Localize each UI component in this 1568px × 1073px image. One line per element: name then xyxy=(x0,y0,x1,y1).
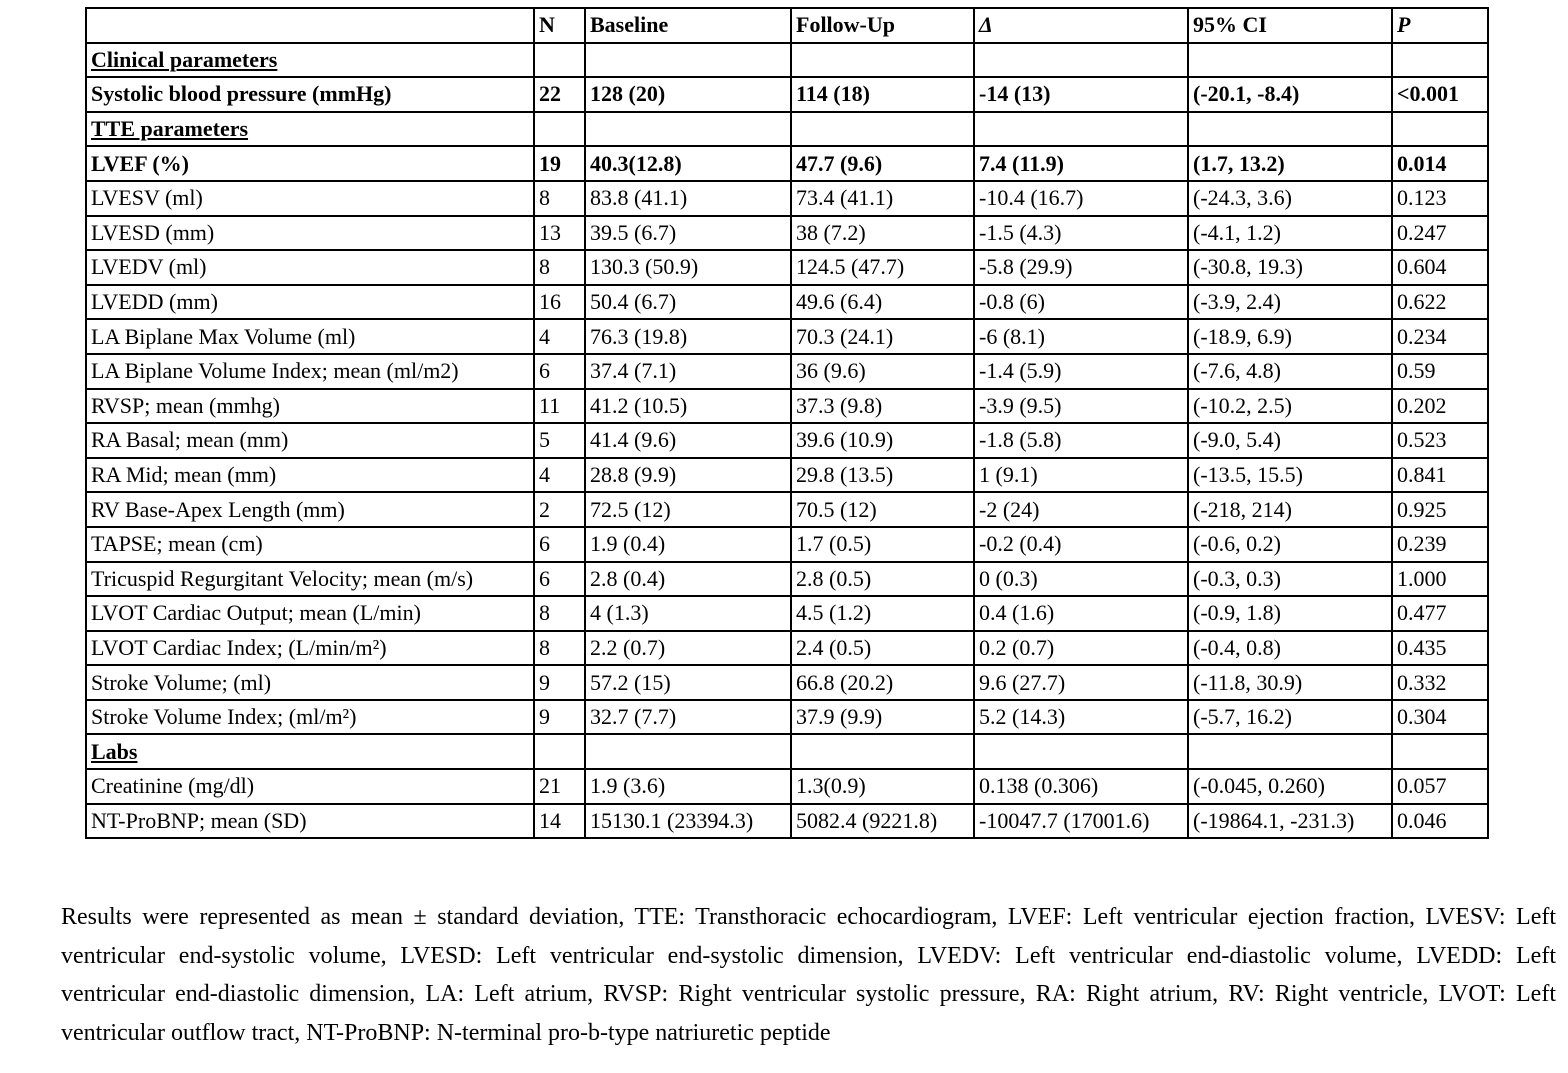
cell-ci: (-10.2, 2.5) xyxy=(1188,389,1392,424)
cell-n: 13 xyxy=(534,216,585,251)
cell-parameter: RA Basal; mean (mm) xyxy=(86,423,534,458)
cell-follow-up: 2.8 (0.5) xyxy=(791,562,974,597)
section-row xyxy=(86,734,1488,769)
cell-n: 8 xyxy=(534,631,585,666)
cell-delta: 0.138 (0.306) xyxy=(974,769,1188,804)
cell-parameter: Stroke Volume Index; (ml/m²) xyxy=(86,700,534,735)
cell-baseline: 128 (20) xyxy=(585,77,791,112)
table-footnote: Results were represented as mean ± standard deviation, TTE: Transthoracic echocardiogram, LVEF: Left ventricular ejection fraction, LVESV: Left ventricular end-systolic volume, LVESD: Left ventricular end-systolic dimension, LVEDV: Left ventricular end-diastolic volume, LVEDD: Left ventricular end-diastolic dimension, LA: Left atrium, RVSP: Right ventricular systolic pressure, RA: Right atrium, RV: Right ventricle, LVOT: Left ventricular outflow tract, NT-ProBNP: N-terminal pro-b-type natriuretic peptide xyxy=(61,904,1556,1047)
cell-parameter: LVEF (%) xyxy=(86,146,534,181)
cell-parameter: NT-ProBNP; mean (SD) xyxy=(86,804,534,839)
cell-delta: -14 (13) xyxy=(974,77,1188,112)
cell-baseline: 4 (1.3) xyxy=(585,596,791,631)
cell-p-value: 0.925 xyxy=(1392,492,1488,527)
cell-p-value: 0.239 xyxy=(1392,527,1488,562)
cell-ci: (-9.0, 5.4) xyxy=(1188,423,1392,458)
cell-delta: 0.4 (1.6) xyxy=(974,596,1188,631)
empty-cell xyxy=(534,112,585,147)
cell-baseline: 1.9 (3.6) xyxy=(585,769,791,804)
cell-n: 6 xyxy=(534,354,585,389)
cell-ci: (-13.5, 15.5) xyxy=(1188,458,1392,493)
cell-delta: -0.8 (6) xyxy=(974,285,1188,320)
cell-delta: -1.4 (5.9) xyxy=(974,354,1188,389)
empty-cell xyxy=(1188,112,1392,147)
cell-baseline: 50.4 (6.7) xyxy=(585,285,791,320)
cell-ci: (-24.3, 3.6) xyxy=(1188,181,1392,216)
cell-follow-up: 124.5 (47.7) xyxy=(791,250,974,285)
cell-ci: (-30.8, 19.3) xyxy=(1188,250,1392,285)
table-row xyxy=(86,181,1488,216)
cell-p-value: 0.123 xyxy=(1392,181,1488,216)
header-ci: 95% CI xyxy=(1188,8,1392,43)
cell-ci: (-11.8, 30.9) xyxy=(1188,665,1392,700)
cell-p-value: 0.523 xyxy=(1392,423,1488,458)
cell-follow-up: 47.7 (9.6) xyxy=(791,146,974,181)
cell-baseline: 40.3(12.8) xyxy=(585,146,791,181)
cell-follow-up: 29.8 (13.5) xyxy=(791,458,974,493)
cell-parameter: LVESD (mm) xyxy=(86,216,534,251)
cell-baseline: 2.8 (0.4) xyxy=(585,562,791,597)
cell-p-value: 0.841 xyxy=(1392,458,1488,493)
cell-parameter: Systolic blood pressure (mmHg) xyxy=(86,77,534,112)
header-n: N xyxy=(534,8,585,43)
cell-p-value: 0.435 xyxy=(1392,631,1488,666)
cell-n: 11 xyxy=(534,389,585,424)
header-follow-up: Follow-Up xyxy=(791,8,974,43)
cell-follow-up: 37.9 (9.9) xyxy=(791,700,974,735)
cell-ci: (-3.9, 2.4) xyxy=(1188,285,1392,320)
cell-follow-up: 36 (9.6) xyxy=(791,354,974,389)
table-row xyxy=(86,665,1488,700)
cell-p-value: 0.046 xyxy=(1392,804,1488,839)
empty-cell xyxy=(791,43,974,78)
table-body xyxy=(86,43,1488,839)
section-row xyxy=(86,112,1488,147)
cell-n: 8 xyxy=(534,596,585,631)
cell-delta: -10047.7 (17001.6) xyxy=(974,804,1188,839)
table-row xyxy=(86,77,1488,112)
cell-ci: (-20.1, -8.4) xyxy=(1188,77,1392,112)
cell-ci: (-4.1, 1.2) xyxy=(1188,216,1392,251)
table-row xyxy=(86,804,1488,839)
cell-delta: 9.6 (27.7) xyxy=(974,665,1188,700)
table-row xyxy=(86,216,1488,251)
cell-follow-up: 2.4 (0.5) xyxy=(791,631,974,666)
table-row xyxy=(86,562,1488,597)
table-row xyxy=(86,389,1488,424)
cell-p-value: 0.477 xyxy=(1392,596,1488,631)
cell-follow-up: 1.3(0.9) xyxy=(791,769,974,804)
cell-p-value: 0.622 xyxy=(1392,285,1488,320)
cell-baseline: 15130.1 (23394.3) xyxy=(585,804,791,839)
cell-follow-up: 66.8 (20.2) xyxy=(791,665,974,700)
table-row xyxy=(86,354,1488,389)
cell-ci: (-0.9, 1.8) xyxy=(1188,596,1392,631)
cell-n: 16 xyxy=(534,285,585,320)
cell-n: 22 xyxy=(534,77,585,112)
cell-parameter: RV Base-Apex Length (mm) xyxy=(86,492,534,527)
header-row xyxy=(86,8,1488,43)
cell-follow-up: 37.3 (9.8) xyxy=(791,389,974,424)
cell-ci: (-0.6, 0.2) xyxy=(1188,527,1392,562)
table-row xyxy=(86,492,1488,527)
empty-cell xyxy=(974,112,1188,147)
cell-parameter: RVSP; mean (mmhg) xyxy=(86,389,534,424)
cell-delta: 0.2 (0.7) xyxy=(974,631,1188,666)
cell-baseline: 1.9 (0.4) xyxy=(585,527,791,562)
cell-baseline: 41.2 (10.5) xyxy=(585,389,791,424)
cell-baseline: 37.4 (7.1) xyxy=(585,354,791,389)
section-label: TTE parameters xyxy=(86,112,534,147)
cell-delta: 7.4 (11.9) xyxy=(974,146,1188,181)
cell-parameter: Stroke Volume; (ml) xyxy=(86,665,534,700)
empty-cell xyxy=(534,734,585,769)
cell-baseline: 72.5 (12) xyxy=(585,492,791,527)
cell-follow-up: 39.6 (10.9) xyxy=(791,423,974,458)
empty-cell xyxy=(791,734,974,769)
cell-n: 4 xyxy=(534,319,585,354)
cell-delta: -1.5 (4.3) xyxy=(974,216,1188,251)
cell-follow-up: 70.5 (12) xyxy=(791,492,974,527)
empty-cell xyxy=(1392,734,1488,769)
cell-follow-up: 1.7 (0.5) xyxy=(791,527,974,562)
empty-cell xyxy=(1188,734,1392,769)
cell-p-value: 0.014 xyxy=(1392,146,1488,181)
table-row xyxy=(86,423,1488,458)
cell-delta: -5.8 (29.9) xyxy=(974,250,1188,285)
cell-parameter: RA Mid; mean (mm) xyxy=(86,458,534,493)
cell-p-value: 0.304 xyxy=(1392,700,1488,735)
table-row xyxy=(86,596,1488,631)
cell-parameter: LVOT Cardiac Output; mean (L/min) xyxy=(86,596,534,631)
cell-baseline: 41.4 (9.6) xyxy=(585,423,791,458)
cell-baseline: 130.3 (50.9) xyxy=(585,250,791,285)
cell-p-value: 0.057 xyxy=(1392,769,1488,804)
cell-n: 2 xyxy=(534,492,585,527)
header-parameter xyxy=(86,8,534,43)
cell-n: 8 xyxy=(534,181,585,216)
cell-parameter: LA Biplane Max Volume (ml) xyxy=(86,319,534,354)
cell-delta: -3.9 (9.5) xyxy=(974,389,1188,424)
cell-n: 6 xyxy=(534,527,585,562)
section-label: Labs xyxy=(86,734,534,769)
cell-ci: (-218, 214) xyxy=(1188,492,1392,527)
cell-parameter: Creatinine (mg/dl) xyxy=(86,769,534,804)
cell-delta: -10.4 (16.7) xyxy=(974,181,1188,216)
cell-n: 14 xyxy=(534,804,585,839)
cell-n: 8 xyxy=(534,250,585,285)
cell-parameter: LA Biplane Volume Index; mean (ml/m2) xyxy=(86,354,534,389)
cell-baseline: 83.8 (41.1) xyxy=(585,181,791,216)
cell-baseline: 2.2 (0.7) xyxy=(585,631,791,666)
cell-ci: (-5.7, 16.2) xyxy=(1188,700,1392,735)
cell-p-value: <0.001 xyxy=(1392,77,1488,112)
cell-ci: (-0.045, 0.260) xyxy=(1188,769,1392,804)
empty-cell xyxy=(585,734,791,769)
table-row xyxy=(86,285,1488,320)
empty-cell xyxy=(585,112,791,147)
cell-parameter: LVEDD (mm) xyxy=(86,285,534,320)
table-row xyxy=(86,700,1488,735)
cell-parameter: LVEDV (ml) xyxy=(86,250,534,285)
cell-baseline: 32.7 (7.7) xyxy=(585,700,791,735)
empty-cell xyxy=(974,43,1188,78)
cell-follow-up: 114 (18) xyxy=(791,77,974,112)
table-row xyxy=(86,458,1488,493)
cell-p-value: 0.604 xyxy=(1392,250,1488,285)
cell-baseline: 39.5 (6.7) xyxy=(585,216,791,251)
section-row xyxy=(86,43,1488,78)
table-row xyxy=(86,631,1488,666)
cell-delta: -0.2 (0.4) xyxy=(974,527,1188,562)
cell-p-value: 0.332 xyxy=(1392,665,1488,700)
cell-n: 6 xyxy=(534,562,585,597)
empty-cell xyxy=(1188,43,1392,78)
cell-n: 5 xyxy=(534,423,585,458)
empty-cell xyxy=(791,112,974,147)
table-row xyxy=(86,769,1488,804)
empty-cell xyxy=(534,43,585,78)
cell-delta: 1 (9.1) xyxy=(974,458,1188,493)
table-row xyxy=(86,146,1488,181)
cell-follow-up: 73.4 (41.1) xyxy=(791,181,974,216)
cell-ci: (-19864.1, -231.3) xyxy=(1188,804,1392,839)
cell-ci: (-0.3, 0.3) xyxy=(1188,562,1392,597)
cell-n: 4 xyxy=(534,458,585,493)
cell-follow-up: 70.3 (24.1) xyxy=(791,319,974,354)
cell-ci: (-0.4, 0.8) xyxy=(1188,631,1392,666)
results-table xyxy=(85,7,1489,839)
cell-baseline: 57.2 (15) xyxy=(585,665,791,700)
cell-follow-up: 49.6 (6.4) xyxy=(791,285,974,320)
table-row xyxy=(86,319,1488,354)
cell-parameter: Tricuspid Regurgitant Velocity; mean (m/s) xyxy=(86,562,534,597)
cell-p-value: 1.000 xyxy=(1392,562,1488,597)
cell-parameter: LVESV (ml) xyxy=(86,181,534,216)
cell-baseline: 28.8 (9.9) xyxy=(585,458,791,493)
empty-cell xyxy=(1392,112,1488,147)
cell-ci: (1.7, 13.2) xyxy=(1188,146,1392,181)
cell-follow-up: 38 (7.2) xyxy=(791,216,974,251)
cell-n: 19 xyxy=(534,146,585,181)
cell-n: 9 xyxy=(534,665,585,700)
cell-ci: (-18.9, 6.9) xyxy=(1188,319,1392,354)
cell-delta: -2 (24) xyxy=(974,492,1188,527)
cell-delta: -1.8 (5.8) xyxy=(974,423,1188,458)
empty-cell xyxy=(974,734,1188,769)
section-label: Clinical parameters xyxy=(86,43,534,78)
header-p: P xyxy=(1392,8,1488,43)
cell-parameter: LVOT Cardiac Index; (L/min/m²) xyxy=(86,631,534,666)
cell-delta: 0 (0.3) xyxy=(974,562,1188,597)
cell-n: 21 xyxy=(534,769,585,804)
cell-n: 9 xyxy=(534,700,585,735)
cell-parameter: TAPSE; mean (cm) xyxy=(86,527,534,562)
table-row xyxy=(86,527,1488,562)
table-row xyxy=(86,250,1488,285)
cell-delta: 5.2 (14.3) xyxy=(974,700,1188,735)
cell-p-value: 0.59 xyxy=(1392,354,1488,389)
cell-p-value: 0.202 xyxy=(1392,389,1488,424)
table-header xyxy=(86,8,1488,43)
empty-cell xyxy=(1392,43,1488,78)
cell-p-value: 0.247 xyxy=(1392,216,1488,251)
header-delta: Δ xyxy=(974,8,1188,43)
cell-delta: -6 (8.1) xyxy=(974,319,1188,354)
cell-follow-up: 5082.4 (9221.8) xyxy=(791,804,974,839)
header-baseline: Baseline xyxy=(585,8,791,43)
cell-p-value: 0.234 xyxy=(1392,319,1488,354)
cell-baseline: 76.3 (19.8) xyxy=(585,319,791,354)
empty-cell xyxy=(585,43,791,78)
cell-follow-up: 4.5 (1.2) xyxy=(791,596,974,631)
cell-ci: (-7.6, 4.8) xyxy=(1188,354,1392,389)
